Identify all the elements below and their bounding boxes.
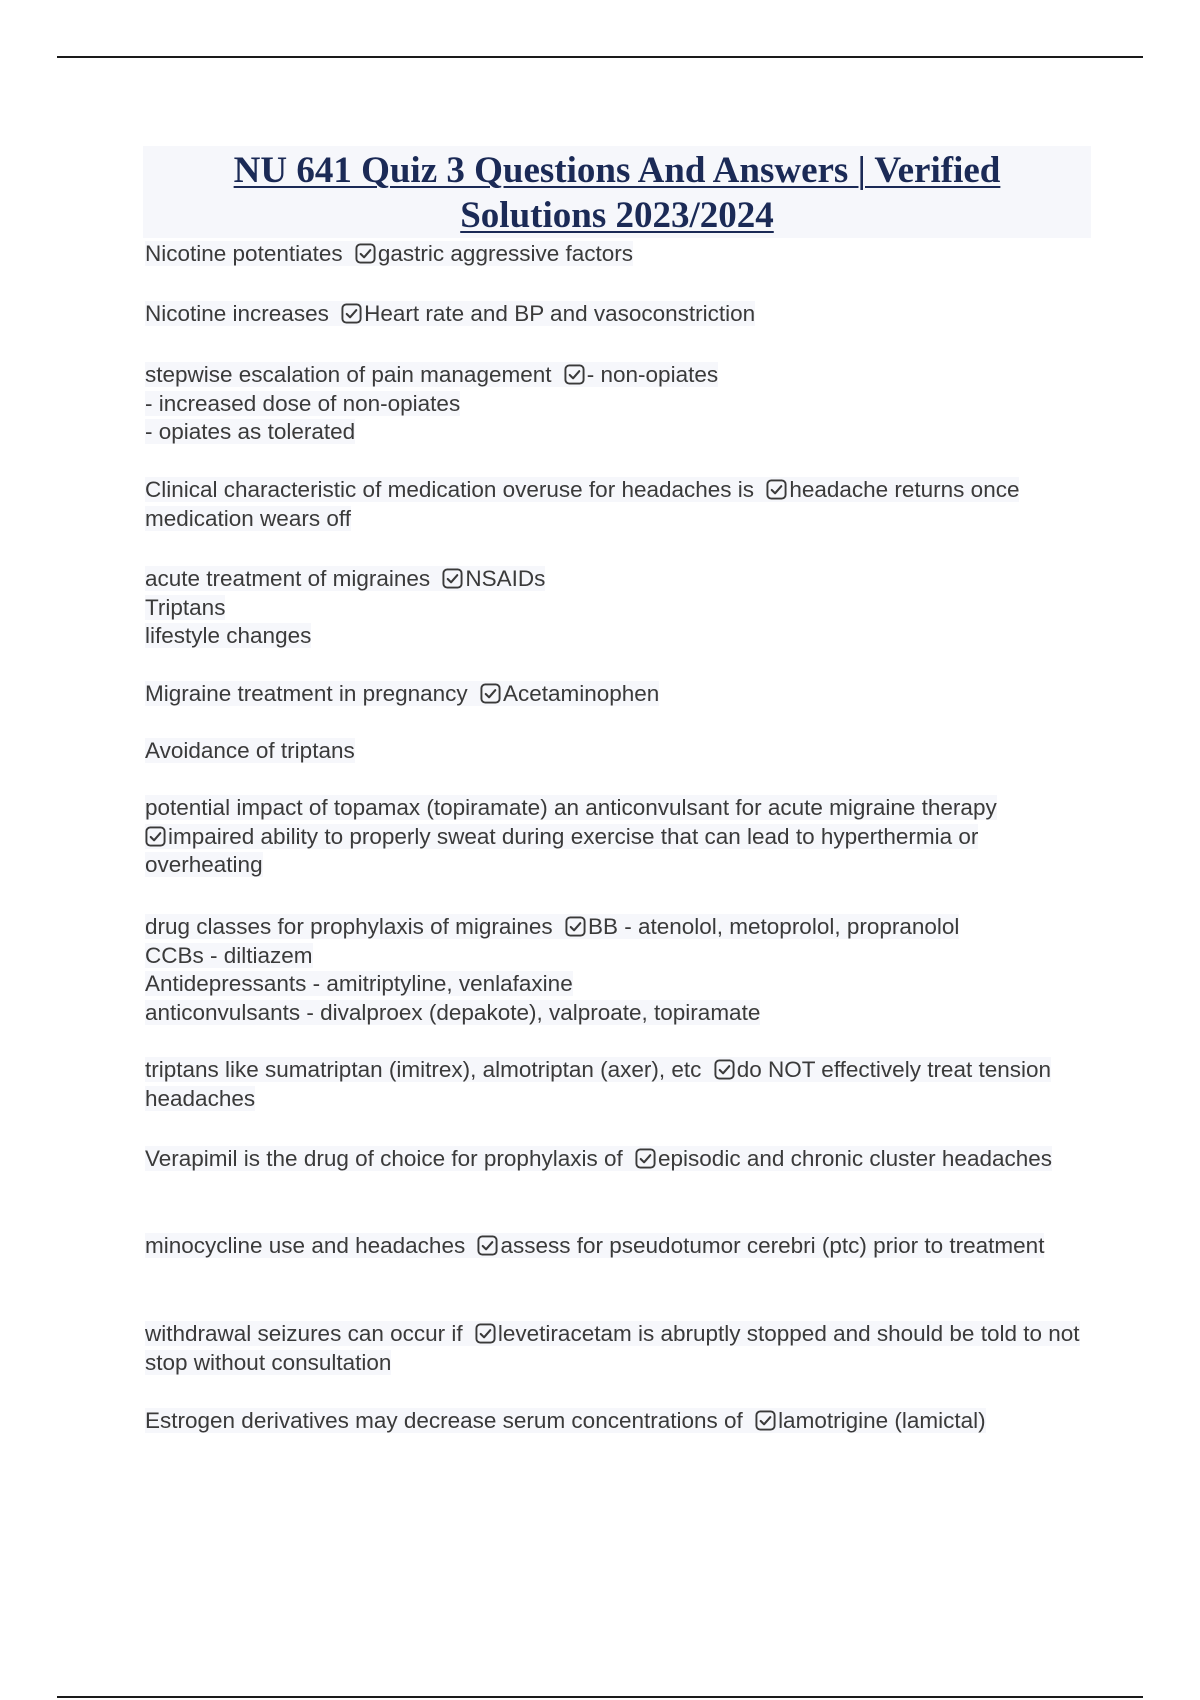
question-text: minocycline use and headaches [145,1233,466,1258]
answer-line: anticonvulsants - divalproex (depakote), valproate, topiramate [145,999,761,1025]
answer-line: CCBs - diltiazem [145,942,313,968]
checkbox-checked-icon [475,1323,496,1344]
qa-item [145,1232,1095,1261]
qa-item [145,680,1095,709]
qa-item [145,565,1095,651]
question-text: withdrawal seizures can occur if [145,1321,463,1346]
question-text: Verapimil is the drug of choice for prophylaxis of [145,1146,623,1171]
checkbox-checked-icon [755,1410,776,1431]
answer-text: Acetaminophen [502,681,660,706]
answer-line: Triptans [145,594,226,620]
title-line-1: NU 641 Quiz 3 Questions And Answers | Verified [233,150,1001,191]
checkbox-checked-icon [766,479,787,500]
checkbox-checked-icon [442,568,463,589]
question-text: acute treatment of migraines [145,566,431,591]
checkbox-checked-icon [480,683,501,704]
answer-text: headache returns once medication wears off [145,477,1020,531]
question-text: potential impact of topamax (topiramate) an anticonvulsant for acute migraine therapy [145,795,997,820]
checkbox-checked-icon [564,364,585,385]
answer-text: NSAIDs [465,566,546,591]
qa-item [145,913,1095,1027]
qa-item [145,1320,1095,1377]
answer-line: lifestyle changes [145,623,312,648]
title-block [143,146,1091,238]
title-line-2: Solutions 2023/2024 [460,195,774,236]
question-text: Avoidance of triptans [145,738,355,763]
answer-line: - increased dose of non-opiates [145,390,461,416]
question-text: stepwise escalation of pain management [145,362,552,387]
qa-item [145,300,1095,329]
question-text: Clinical characteristic of medication overuse for headaches is [145,477,755,502]
checkbox-checked-icon [565,916,586,937]
answer-text: BB - atenolol, metoprolol, propranolol [587,914,960,939]
answer-line: - opiates as tolerated [145,419,356,444]
answer-text: do NOT effectively treat tension headaches [145,1057,1052,1111]
checkbox-checked-icon [355,243,376,264]
checkbox-checked-icon [635,1148,656,1169]
qa-item [145,794,1095,880]
answer-text: levetiracetam is abruptly stopped and should be told to not stop without consultation [145,1321,1080,1375]
answer-text: - non-opiates [586,362,719,387]
question-text: Nicotine increases [145,301,329,326]
page-title [143,146,1091,238]
question-text: Nicotine potentiates [145,241,343,266]
qa-item [145,240,1095,269]
checkbox-checked-icon [714,1059,735,1080]
question-text: Migraine treatment in pregnancy [145,681,468,706]
answer-text: impaired ability to properly sweat during exercise that can lead to hyperthermia or overheating [145,823,979,877]
question-text: Estrogen derivatives may decrease serum concentrations of [145,1408,743,1433]
checkbox-checked-icon [145,826,166,847]
answer-text: lamotrigine (lamictal) [778,1408,986,1433]
answer-line: Antidepressants - amitriptyline, venlafaxine [145,971,573,996]
question-text: triptans like sumatriptan (imitrex), almotriptan (axer), etc [145,1057,702,1082]
qa-item [145,361,1095,447]
answer-text: episodic and chronic cluster headaches [658,1146,1053,1171]
qa-item [145,1145,1095,1174]
bottom-rule [57,1696,1143,1698]
qa-item [145,1407,1095,1436]
answer-text: assess for pseudotumor cerebri (ptc) prior to treatment [500,1233,1045,1258]
answer-text: Heart rate and BP and vasoconstriction [364,301,756,326]
qa-item [145,1056,1095,1113]
checkbox-checked-icon [477,1235,498,1256]
qa-item [145,476,1095,533]
question-text: drug classes for prophylaxis of migraines [145,914,553,939]
qa-item [145,737,1095,766]
top-rule [57,56,1143,58]
checkbox-checked-icon [341,303,362,324]
answer-text: gastric aggressive factors [377,241,633,266]
